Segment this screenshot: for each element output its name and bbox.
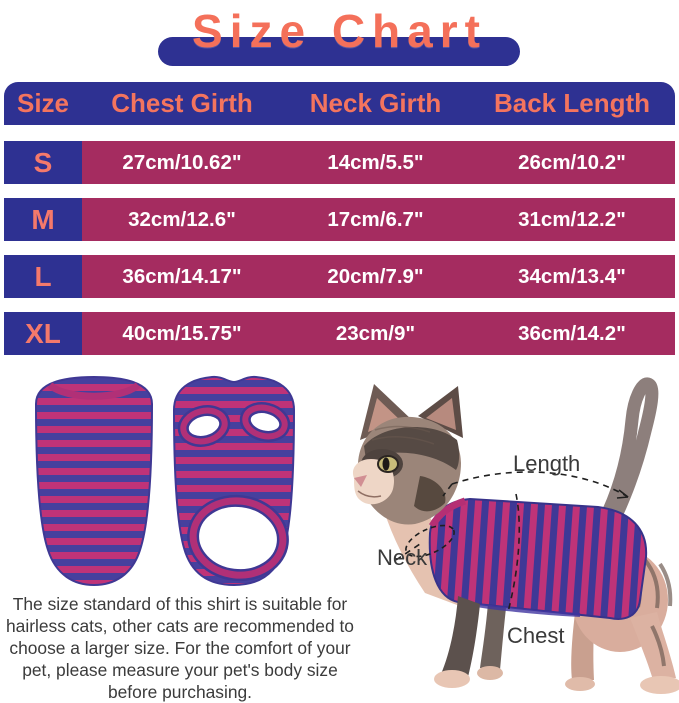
page-title: Size Chart — [192, 5, 487, 57]
chest-value: 40cm/15.75" — [82, 312, 282, 355]
header-size: Size — [16, 88, 70, 118]
cat-photo — [330, 368, 679, 695]
size-label: S — [4, 141, 82, 184]
cat-front-leg-near — [434, 596, 480, 688]
back-value: 26cm/10.2" — [469, 141, 675, 184]
chest-value: 36cm/14.17" — [82, 255, 282, 298]
chest-value: 27cm/10.62" — [82, 141, 282, 184]
back-value: 34cm/13.4" — [469, 255, 675, 298]
chest-value: 32cm/12.6" — [82, 198, 282, 241]
length-label: Length — [513, 451, 581, 476]
neck-value: 23cm/9" — [282, 312, 469, 355]
chest-label: Chest — [507, 623, 565, 648]
armhole-right — [242, 404, 288, 441]
header-chest-girth: Chest Girth — [111, 88, 253, 118]
shirt-back-image — [36, 377, 152, 585]
shirt-front-image — [174, 377, 294, 585]
back-value: 36cm/14.2" — [469, 312, 675, 355]
table-header-row — [4, 82, 675, 125]
neck-value: 20cm/7.9" — [282, 255, 469, 298]
belly-opening — [189, 496, 287, 580]
back-value: 31cm/12.2" — [469, 198, 675, 241]
header-neck-girth: Neck Girth — [309, 88, 442, 118]
header-back-length: Back Length — [493, 88, 651, 118]
table-row-xl — [4, 312, 675, 355]
neck-value: 14cm/5.5" — [282, 141, 469, 184]
table-row-l — [4, 255, 675, 298]
neck-value: 17cm/6.7" — [282, 198, 469, 241]
shirt-photos — [22, 370, 302, 590]
size-label: XL — [4, 312, 82, 355]
size-label: L — [4, 255, 82, 298]
sizing-note: The size standard of this shirt is suitable for hairless cats, other cats are recommended to choose a larger size. For the comfort of your pet, please measure your pet's body size before purchasing. — [6, 594, 354, 703]
table-row-m — [4, 198, 675, 241]
neck-label: Neck — [377, 545, 428, 570]
table-row-s — [4, 141, 675, 184]
cat-front-leg-far — [480, 603, 506, 670]
size-label: M — [4, 198, 82, 241]
size-chart-table — [4, 82, 675, 355]
armhole-left — [180, 406, 228, 445]
cat-head — [353, 384, 463, 525]
